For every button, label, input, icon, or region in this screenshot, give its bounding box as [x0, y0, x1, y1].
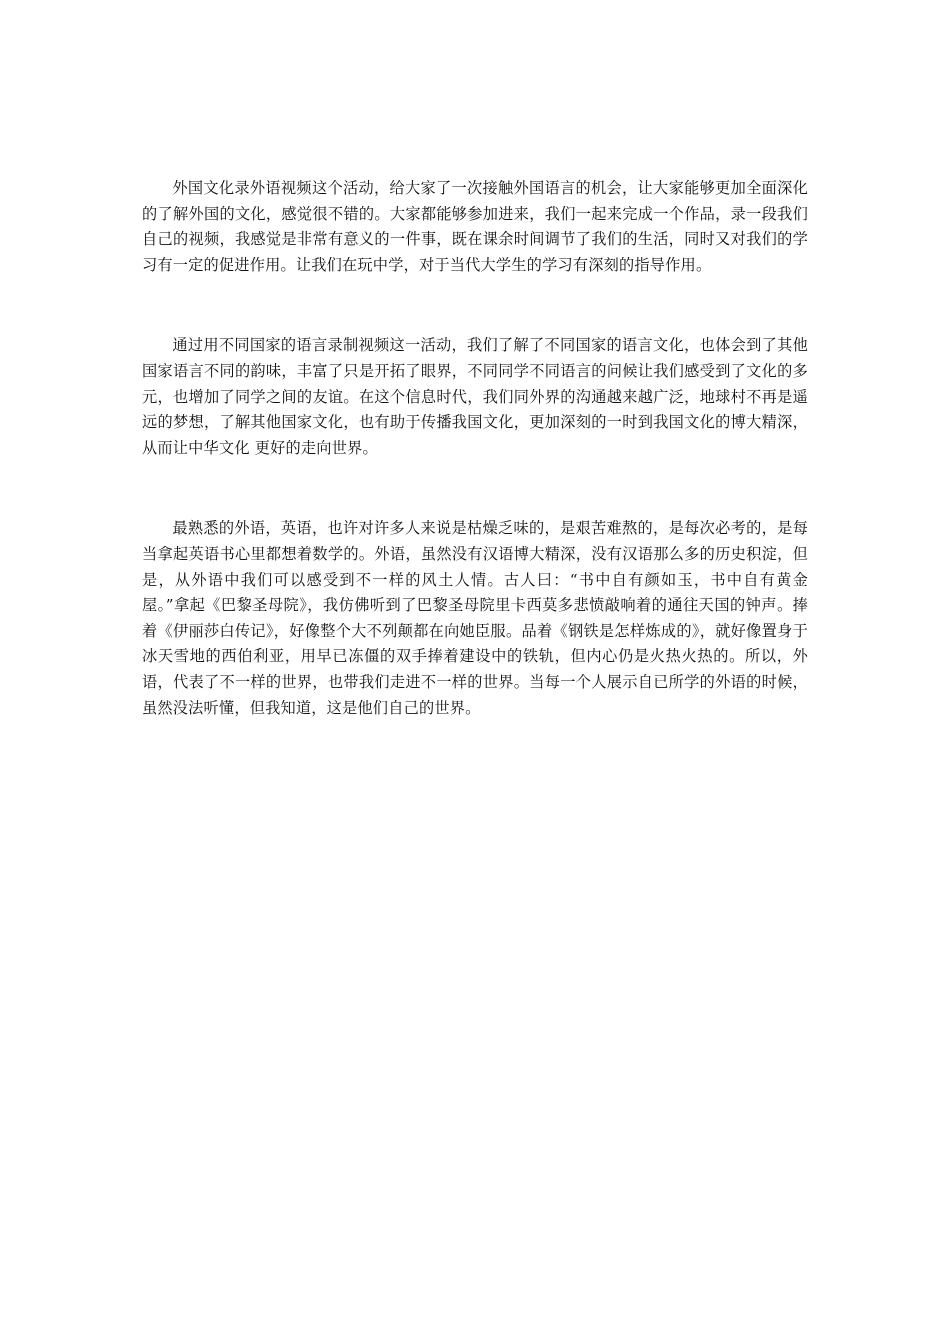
paragraph-3: 最熟悉的外语，英语，也许对许多人来说是枯燥乏味的，是艰苦难熬的，是每次必考的，是每当拿起英语书心里都想着数学的。外语，虽然没有汉语博大精深，没有汉语那么多的历史积淀，但是，从外语中我们可以感受到不一样的风土人情。古人曰：“书中自有颜如玉，书中自有黄金屋。”拿起《巴黎圣母院》，我仿佛听到了巴黎圣母院里卡西莫多悲愤敲响着的通往天国的钟声。捧着《伊丽莎白传记》，好像整个大不列颠都在向她臣服。品着《钢铁是怎样炼成的》，就好像置身于冰天雪地的西伯利亚，用早已冻僵的双手捧着建设中的铁轨，但内心仍是火热火热的。所以，外语，代表了不一样的世界，也带我们走进不一样的世界。当每一个人展示自已所学的外语的时候，虽然没法听懂，但我知道，这是他们自己的世界。: [142, 519, 808, 717]
paragraph-1: 外国文化录外语视频这个活动，给大家了一次接触外国语言的机会，让大家能够更加全面深化的了解外国的文化，感觉很不错的。大家都能够参加进来，我们一起来完成一个作品，录一段我们自己的视频，我感觉是非常有意义的一件事，既在课余时间调节了我们的生活，同时又对我们的学习有一定的促进作用。让我们在玩中学，对于当代大学生的学习有深刻的指导作用。: [142, 179, 808, 274]
document-body: [142, 176, 808, 721]
paragraph-2: 通过用不同国家的语言录制视频这一活动，我们了解了不同国家的语言文化，也体会到了其他国家语言不同的韵味，丰富了只是开拓了眼界，不同同学不同语言的问候让我们感受到了文化的多元，也增加了同学之间的友谊。在这个信息时代，我们同外界的沟通越来越广泛，地球村不再是遥远的梦想，了解其他国家文化，也有助于传播我国文化，更加深刻的一时到我国文化的博大精深，从而让中华文化 更好的走向世界。: [142, 336, 808, 457]
